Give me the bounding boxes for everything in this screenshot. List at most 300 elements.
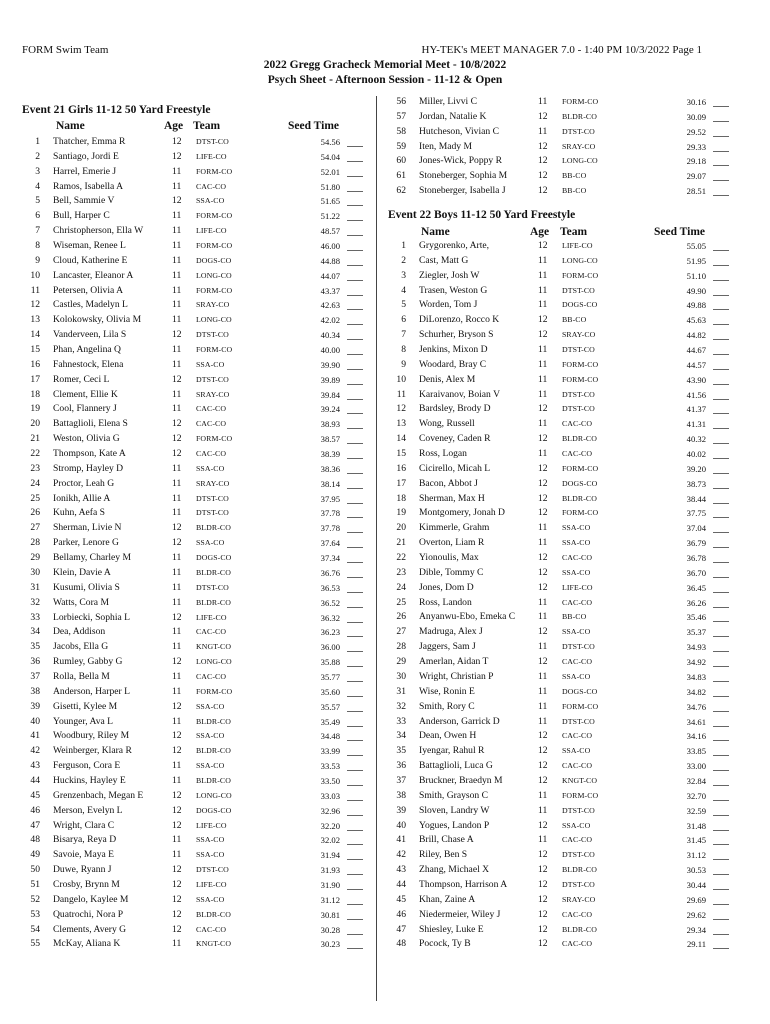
swimmer-name: Karaivanov, Boian V	[419, 388, 500, 400]
entry-number: 31	[30, 581, 40, 593]
seed-time: 35.57	[320, 701, 340, 712]
header-name: Name	[421, 226, 450, 238]
seed-time: 29.62	[686, 909, 706, 920]
team-code: LONG-CO	[562, 156, 598, 166]
entry-row	[388, 744, 738, 759]
swimmer-name: Bardsley, Brody D	[419, 403, 491, 415]
entry-row	[22, 388, 372, 403]
entry-row	[388, 313, 738, 328]
team-code: FORM-CO	[562, 270, 599, 280]
entry-row	[22, 165, 372, 180]
entry-number: 11	[30, 284, 40, 296]
swimmer-age: 11	[172, 507, 182, 519]
seed-time: 36.78	[686, 553, 706, 564]
entry-number: 55	[30, 938, 40, 950]
swimmer-age: 11	[172, 626, 182, 638]
team-code: SSA-CO	[562, 523, 591, 533]
final-time-blank	[713, 127, 729, 137]
entry-row	[22, 150, 372, 165]
team-code: SSA-CO	[196, 701, 225, 711]
team-code: FORM-CO	[562, 790, 599, 800]
final-time-blank	[347, 479, 363, 489]
swimmer-age: 11	[172, 581, 182, 593]
swimmer-name: Jones-Wick, Poppy R	[419, 155, 503, 167]
seed-time: 40.00	[320, 345, 340, 356]
entry-row	[388, 596, 738, 611]
header-team: Team	[193, 120, 221, 132]
swimmer-age: 12	[172, 373, 182, 385]
entry-number: 38	[30, 685, 40, 697]
entry-row	[388, 833, 738, 848]
entry-number: 38	[396, 789, 406, 801]
entry-row	[22, 343, 372, 358]
seed-time: 31.12	[686, 850, 706, 861]
final-time-blank	[713, 731, 729, 741]
swimmer-name: Hutcheson, Vivian C	[419, 125, 499, 137]
seed-time: 38.14	[320, 478, 340, 489]
team-code: BB-CO	[562, 171, 587, 181]
entry-number: 34	[30, 626, 40, 638]
entry-row	[388, 492, 738, 507]
swimmer-age: 11	[538, 537, 548, 549]
entry-number: 1	[35, 136, 40, 147]
swimmer-name: Wong, Russell	[419, 418, 475, 430]
swimmer-age: 11	[172, 344, 182, 356]
entry-row	[388, 551, 738, 566]
team-code: DTST-CO	[562, 716, 595, 726]
team-code: CAC-CO	[196, 181, 227, 191]
entry-number: 57	[396, 110, 406, 122]
entry-row	[388, 269, 738, 284]
swimmer-name: Montgomery, Jonah D	[419, 507, 505, 519]
seed-time: 34.16	[686, 731, 706, 742]
final-time-blank	[347, 464, 363, 474]
entry-number: 17	[396, 477, 406, 489]
seed-time: 34.76	[686, 701, 706, 712]
final-time-blank	[713, 746, 729, 756]
entry-row	[388, 685, 738, 700]
swimmer-name: Santiago, Jordi E	[53, 150, 119, 162]
swimmer-name: Bisarya, Reya D	[53, 834, 117, 846]
swimmer-name: Ross, Logan	[419, 448, 467, 460]
swimmer-name: Schurher, Bryson S	[419, 329, 494, 341]
swimmer-age: 12	[538, 893, 548, 905]
seed-time: 39.84	[320, 389, 340, 400]
entry-number: 16	[30, 358, 40, 370]
seed-time: 29.34	[686, 924, 706, 935]
seed-time: 35.77	[320, 671, 340, 682]
swimmer-name: Kimmerle, Grahm	[419, 522, 490, 534]
swimmer-name: Iyengar, Rahul R	[419, 745, 485, 757]
entry-number: 26	[30, 507, 40, 519]
final-time-blank	[713, 360, 729, 370]
seed-time: 37.78	[320, 523, 340, 534]
seed-time: 35.49	[320, 716, 340, 727]
entry-row	[22, 937, 372, 952]
entry-row	[22, 298, 372, 313]
final-time-blank	[347, 300, 363, 310]
swimmer-name: Dangelo, Kaylee M	[53, 893, 129, 905]
team-code: BB-CO	[562, 315, 587, 325]
final-time-blank	[347, 627, 363, 637]
team-code: BB-CO	[562, 186, 587, 196]
final-time-blank	[713, 583, 729, 593]
entry-number: 29	[396, 656, 406, 668]
swimmer-age: 12	[538, 760, 548, 772]
swimmer-name: Clement, Ellie K	[53, 388, 118, 400]
seed-time: 51.95	[686, 255, 706, 266]
entry-row	[22, 611, 372, 626]
team-code: DTST-CO	[196, 374, 229, 384]
header-seed-time: Seed Time	[288, 120, 340, 132]
seed-time: 42.63	[320, 300, 340, 311]
entry-row	[388, 477, 738, 492]
seed-time: 38.39	[320, 449, 340, 460]
seed-time: 30.23	[320, 939, 340, 950]
entry-row	[22, 432, 372, 447]
entry-row	[22, 180, 372, 195]
seed-time: 37.78	[320, 508, 340, 519]
swimmer-age: 11	[172, 670, 182, 682]
seed-time: 36.45	[686, 582, 706, 593]
swimmer-name: Stoneberger, Sophia M	[419, 170, 508, 182]
entry-row	[388, 715, 738, 730]
swimmer-name: Sherman, Max H	[419, 492, 485, 504]
team-code: DOGS-CO	[196, 805, 232, 815]
team-code: DOGS-CO	[562, 478, 598, 488]
swimmer-age: 12	[172, 522, 182, 534]
entry-row	[22, 700, 372, 715]
seed-time: 33.85	[686, 746, 706, 757]
final-time-blank	[347, 360, 363, 370]
entry-number: 18	[30, 388, 40, 400]
team-code: CAC-CO	[562, 449, 593, 459]
entry-row	[388, 893, 738, 908]
swimmer-age: 11	[538, 670, 548, 682]
entry-row	[388, 700, 738, 715]
swimmer-name: Kusumi, Olivia S	[53, 581, 120, 593]
swimmer-name: Dea, Addison	[53, 626, 106, 638]
team-code: BLDR-CO	[196, 523, 231, 533]
final-time-blank	[713, 672, 729, 682]
entry-row	[388, 298, 738, 313]
swimmer-name: Gisetti, Kylee M	[53, 700, 118, 712]
entry-row	[388, 184, 738, 199]
swimmer-name: Fahnestock, Elena	[53, 358, 124, 370]
entry-number: 23	[30, 462, 40, 474]
swimmer-name: Merson, Evelyn L	[53, 804, 123, 816]
team-code: FORM-CO	[562, 463, 599, 473]
entry-row	[388, 670, 738, 685]
final-time-blank	[347, 880, 363, 890]
entry-number: 36	[396, 760, 406, 772]
swimmer-name: Grenzenbach, Megan E	[53, 789, 144, 801]
entry-row	[22, 625, 372, 640]
final-time-blank	[347, 642, 363, 652]
final-time-blank	[347, 687, 363, 697]
swimmer-name: Bacon, Abbot J	[419, 477, 478, 489]
seed-time: 34.61	[686, 716, 706, 727]
swimmer-name: Smith, Grayson C	[419, 789, 489, 801]
entry-number: 44	[30, 774, 40, 786]
final-time-blank	[713, 479, 729, 489]
swimmer-name: Lancaster, Eleanor A	[53, 269, 134, 281]
entry-number: 49	[30, 849, 40, 861]
swimmer-name: Cicirello, Micah L	[419, 462, 491, 474]
seed-time: 40.34	[320, 330, 340, 341]
seed-time: 39.90	[320, 359, 340, 370]
entry-row	[22, 923, 372, 938]
entry-number: 36	[30, 656, 40, 668]
final-time-blank	[347, 271, 363, 281]
team-code: DTST-CO	[196, 582, 229, 592]
entry-number: 5	[401, 299, 406, 311]
entry-row	[388, 284, 738, 299]
entry-row	[22, 819, 372, 834]
entry-number: 3	[35, 165, 40, 177]
entry-number: 13	[396, 418, 406, 430]
seed-time: 28.51	[686, 186, 706, 197]
team-code: BLDR-CO	[562, 111, 597, 121]
swimmer-age: 11	[538, 611, 548, 623]
seed-time: 49.88	[686, 300, 706, 311]
entry-row	[388, 402, 738, 417]
final-time-blank	[713, 330, 729, 340]
swimmer-name: Savoie, Maya E	[53, 849, 115, 861]
swimmer-age: 11	[538, 596, 548, 608]
team-code: FORM-CO	[562, 508, 599, 518]
swimmer-age: 12	[172, 745, 182, 757]
entry-number: 35	[30, 641, 40, 653]
team-code: CAC-CO	[562, 835, 593, 845]
entry-number: 47	[30, 819, 40, 831]
swimmer-name: Rumley, Gabby G	[53, 656, 123, 668]
team-code: SSA-CO	[562, 627, 591, 637]
team-code: LONG-CO	[562, 255, 598, 265]
entry-row	[388, 125, 738, 140]
final-time-blank	[713, 390, 729, 400]
entry-number: 43	[30, 760, 40, 772]
swimmer-name: Jaggers, Sam J	[419, 641, 476, 653]
entry-row	[22, 254, 372, 269]
final-time-blank	[347, 613, 363, 623]
swimmer-name: Cloud, Katherine E	[53, 254, 128, 266]
event-22-title: Event 22 Boys 11-12 50 Yard Freestyle	[388, 209, 576, 221]
swimmer-age: 12	[172, 433, 182, 445]
final-time-blank	[347, 598, 363, 608]
swimmer-age: 12	[538, 908, 548, 920]
seed-time: 36.23	[320, 627, 340, 638]
entry-number: 32	[30, 596, 40, 608]
report-team-name: FORM Swim Team	[22, 44, 109, 56]
team-code: SSA-CO	[196, 196, 225, 206]
entry-number: 30	[30, 566, 40, 578]
seed-time: 29.52	[686, 126, 706, 137]
team-code: BLDR-CO	[562, 924, 597, 934]
team-code: DTST-CO	[196, 493, 229, 503]
swimmer-age: 11	[538, 700, 548, 712]
seed-time: 38.44	[686, 493, 706, 504]
swimmer-age: 11	[172, 834, 182, 846]
entry-row	[388, 581, 738, 596]
seed-time: 40.02	[686, 449, 706, 460]
final-time-blank	[713, 865, 729, 875]
seed-time: 37.95	[320, 493, 340, 504]
swimmer-age: 12	[538, 878, 548, 890]
swimmer-name: Anderson, Harper L	[53, 685, 130, 697]
swimmer-name: Huckins, Hayley E	[53, 774, 126, 786]
seed-time: 52.01	[320, 166, 340, 177]
entry-number: 41	[30, 730, 40, 742]
entry-row	[388, 462, 738, 477]
entry-number: 28	[30, 537, 40, 549]
swimmer-name: Romer, Ceci L	[53, 373, 110, 385]
swimmer-name: Thatcher, Emma R	[53, 136, 126, 147]
entry-number: 44	[396, 878, 406, 890]
seed-time: 31.94	[320, 850, 340, 861]
entry-row	[22, 135, 372, 150]
entry-number: 12	[30, 299, 40, 311]
entry-number: 39	[396, 804, 406, 816]
entry-row	[22, 670, 372, 685]
team-code: DTST-CO	[196, 137, 229, 146]
entry-number: 21	[396, 537, 406, 549]
swimmer-name: Smith, Rory C	[419, 700, 475, 712]
final-time-blank	[347, 821, 363, 831]
swimmer-age: 12	[172, 878, 182, 890]
swimmer-name: Lorbiecki, Sophia L	[53, 611, 130, 623]
swimmer-age: 12	[538, 774, 548, 786]
entry-number: 48	[396, 938, 406, 950]
swimmer-age: 11	[172, 299, 182, 311]
swimmer-age: 11	[172, 388, 182, 400]
swimmer-age: 12	[538, 185, 548, 197]
team-code: CAC-CO	[562, 761, 593, 771]
team-code: SSA-CO	[196, 538, 225, 548]
final-time-blank	[713, 434, 729, 444]
swimmer-age: 11	[538, 834, 548, 846]
entry-row	[22, 506, 372, 521]
final-time-blank	[713, 508, 729, 518]
swimmer-name: Wright, Christian P	[419, 670, 494, 682]
final-time-blank	[347, 939, 363, 949]
entry-number: 26	[396, 611, 406, 623]
final-time-blank	[713, 553, 729, 563]
entry-number: 43	[396, 864, 406, 876]
swimmer-name: Sloven, Landry W	[419, 804, 490, 816]
entry-row	[388, 373, 738, 388]
final-time-blank	[713, 717, 729, 727]
entry-number: 2	[35, 150, 40, 162]
event-21-entries	[22, 135, 372, 952]
swimmer-name: Khan, Zaine A	[419, 893, 476, 905]
team-code: FORM-CO	[196, 211, 233, 221]
final-time-blank	[713, 687, 729, 697]
final-time-blank	[347, 895, 363, 905]
entry-row	[22, 209, 372, 224]
entry-row	[388, 610, 738, 625]
swimmer-name: Rolla, Bella M	[53, 670, 110, 682]
seed-time: 36.26	[686, 597, 706, 608]
swimmer-age: 11	[538, 299, 548, 311]
entry-row	[388, 655, 738, 670]
swimmer-name: Denis, Alex M	[419, 373, 476, 385]
entry-number: 28	[396, 641, 406, 653]
entry-number: 52	[30, 893, 40, 905]
entry-row	[22, 477, 372, 492]
final-time-blank	[347, 568, 363, 578]
entry-row	[388, 169, 738, 184]
entry-number: 32	[396, 700, 406, 712]
swimmer-age: 12	[538, 492, 548, 504]
team-code: FORM-CO	[196, 166, 233, 176]
entry-number: 42	[396, 849, 406, 861]
entry-row	[22, 566, 372, 581]
seed-time: 51.65	[320, 196, 340, 207]
final-time-blank	[713, 895, 729, 905]
swimmer-age: 12	[538, 656, 548, 668]
team-code: DTST-CO	[562, 642, 595, 652]
team-code: LIFE-CO	[196, 612, 227, 622]
swimmer-age: 11	[172, 641, 182, 653]
swimmer-name: Duwe, Ryann J	[53, 864, 112, 876]
team-code: BLDR-CO	[196, 775, 231, 785]
entry-row	[22, 417, 372, 432]
entry-row	[22, 462, 372, 477]
swimmer-age: 12	[172, 730, 182, 742]
swimmer-name: Dible, Tommy C	[419, 566, 484, 578]
column-headers	[388, 226, 738, 240]
swimmer-name: Amerlan, Aidan T	[419, 656, 489, 668]
swimmer-age: 12	[172, 804, 182, 816]
swimmer-age: 12	[538, 507, 548, 519]
swimmer-age: 11	[172, 566, 182, 578]
entry-row	[22, 373, 372, 388]
swimmer-age: 12	[538, 433, 548, 445]
swimmer-name: Ferguson, Cora E	[53, 760, 121, 772]
swimmer-age: 11	[538, 358, 548, 370]
final-time-blank	[347, 835, 363, 845]
swimmer-age: 12	[538, 140, 548, 152]
swimmer-name: Yionoulis, Max	[419, 552, 479, 564]
seed-time: 33.99	[320, 746, 340, 757]
seed-time: 30.28	[320, 924, 340, 935]
team-code: SSA-CO	[562, 567, 591, 577]
seed-time: 54.56	[320, 137, 340, 147]
seed-time: 32.84	[686, 775, 706, 786]
entry-number: 59	[396, 140, 406, 152]
swimmer-age: 11	[172, 685, 182, 697]
swimmer-name: Weinberger, Klara R	[53, 745, 132, 757]
swimmer-age: 11	[172, 849, 182, 861]
event-22-entries	[388, 239, 738, 952]
team-code: BLDR-CO	[196, 746, 231, 756]
final-time-blank	[713, 345, 729, 355]
session-title: Psych Sheet - Afternoon Session - 11-12 & Open	[267, 74, 503, 86]
entry-row	[388, 506, 738, 521]
swimmer-name: Jones, Dom D	[419, 581, 474, 593]
swimmer-name: Bull, Harper C	[53, 210, 110, 222]
swimmer-age: 11	[172, 314, 182, 326]
final-time-blank	[713, 375, 729, 385]
swimmer-name: Phan, Angelina Q	[53, 344, 121, 356]
seed-time: 44.82	[686, 330, 706, 341]
swimmer-name: Bruckner, Braedyn M	[419, 774, 503, 786]
seed-time: 30.44	[686, 879, 706, 890]
final-time-blank	[347, 404, 363, 414]
entry-number: 48	[30, 834, 40, 846]
entry-row	[388, 447, 738, 462]
